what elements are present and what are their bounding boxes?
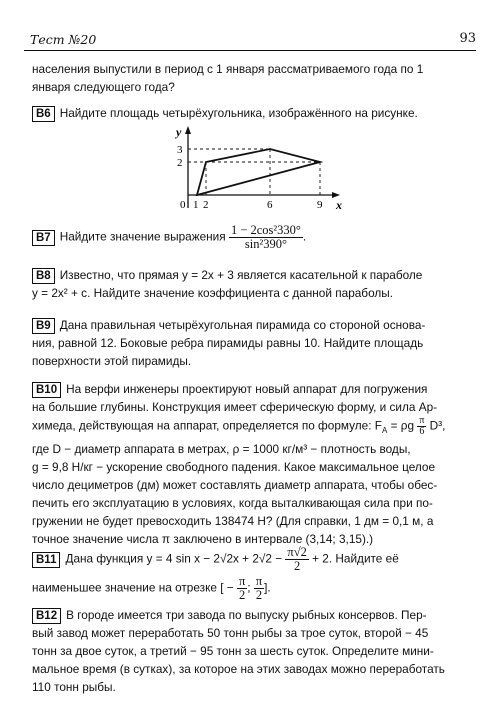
b10-line-3b: = ρg [387, 418, 418, 433]
x-tick-9: 9 [317, 199, 323, 211]
b11-int-frac-2 [254, 575, 264, 602]
problem-b9 [32, 316, 476, 370]
b10-line-6: число дециметров (дм) может составлять диаметр аппарата, чтобы обес- [32, 477, 438, 492]
problem-tag-b10: B10 [32, 382, 61, 398]
b11-frac-n: π√2 [287, 545, 307, 559]
y-tick-2: 2 [177, 157, 183, 169]
b10-line-8: гружении не будет превосходить 138474 Н? (Для справки, 1 дм = 0,1 м, а [32, 513, 434, 528]
b7-end: . [302, 229, 307, 244]
b10-frac-d: 6 [419, 426, 425, 437]
b11-frac-d: 2 [293, 559, 301, 573]
b11-int-d1: 2 [238, 588, 246, 602]
b11-line-1a: Дана функция y = 4 sin x − 2√2x + 2√2 − [65, 551, 286, 566]
test-title: Тест №20 [30, 32, 97, 47]
b10-sub-a: A [381, 425, 388, 435]
b11-int-sep: ; [247, 580, 254, 595]
b10-line-1: На верфи инженеры проектируют новый аппарат для погружения [66, 382, 428, 396]
x-tick-1: 1 [193, 199, 199, 211]
b11-interval-close: ]. [264, 580, 271, 595]
b11-int-frac-1 [237, 575, 247, 602]
b11-line-2 [32, 575, 476, 602]
b7-fraction [229, 224, 303, 251]
page-number: 93 [459, 31, 476, 46]
b12-line-3: тонн за двое суток, а третий − 95 тонн за шесть суток. Определите мини- [32, 644, 434, 658]
y-axis-label: y [176, 125, 182, 139]
b11-int-d2: 2 [255, 588, 263, 602]
b11-line-2a: наименьшее значение на отрезке [32, 580, 221, 595]
problem-tag-b8: B8 [32, 268, 55, 284]
b11-interval-open: [ − [220, 580, 234, 595]
x-axis-label: x [336, 198, 342, 212]
b10-line-2: на большие глубины. Конструкция имеет сферическую форму, и сила Ар- [32, 400, 438, 414]
problem-b10 [32, 380, 476, 548]
problem-b6 [32, 104, 476, 122]
b8-line-2: y = 2x² + c. Найдите значение коэффициента c данной параболы. [32, 286, 394, 300]
b8-line-1: Известно, что прямая y = 2x + 3 является касательной к параболе [59, 268, 423, 282]
b12-line-4: мальное время (в сутках), за которое на этих заводах можно переработать [32, 662, 445, 676]
b9-line-3: поверхности этой пирамиды. [32, 354, 192, 368]
problem-b7 [32, 224, 476, 251]
intro-line-2: января следующего года? [32, 80, 175, 94]
b6-text: Найдите площадь четырёхугольника, изображённого на рисунке. [59, 106, 418, 120]
problem-b8 [32, 266, 476, 302]
x-tick-2: 2 [203, 199, 209, 211]
b12-line-5: 110 тонн рыбы. [32, 680, 116, 694]
b9-line-1: Дана правильная четырёхугольная пирамида со стороной основа- [59, 318, 426, 332]
b7-numerator: 1 − 2cos²330° [230, 223, 301, 237]
b11-int-n2: π [255, 574, 263, 588]
b7-denominator: sin²390° [244, 237, 287, 251]
b11-fraction [285, 546, 308, 573]
b10-frac-n: π [419, 415, 425, 426]
b10-line-9: точное значение числа π заключено в интервале (3,14; 3,15).) [32, 531, 374, 546]
b12-line-2: вый завод может переработать 50 тонн рыбы за трое суток, второй − 45 [32, 626, 429, 640]
intro-text [32, 60, 476, 96]
problem-tag-b6: B6 [32, 106, 55, 122]
problem-b12 [32, 606, 476, 696]
problem-tag-b7: B7 [32, 230, 55, 246]
b11-int-n1: π [238, 574, 246, 588]
b9-line-2: ния, равной 12. Боковые ребра пирамиды равны 10. Найдите площадь [32, 336, 424, 350]
b7-text: Найдите значение выражения [59, 229, 226, 244]
x-tick-6: 6 [267, 199, 273, 211]
b10-line-3a: химеда, действующая на аппарат, определяется по формуле: F [32, 418, 382, 433]
b10-line-3c: D³, [426, 418, 446, 433]
problem-tag-b12: B12 [32, 608, 61, 624]
intro-line-1: населения выпустили в период с 1 января рассматриваемого года по 1 [32, 62, 424, 76]
b12-line-1: В городе имеется три завода по выпуску рыбных консервов. Пер- [66, 608, 427, 622]
problem-tag-b11: B11 [32, 552, 60, 568]
problem-tag-b9: B9 [32, 318, 55, 334]
quadrilateral [197, 149, 320, 195]
y-tick-3: 3 [177, 144, 183, 156]
b11-line-1b: + 2. Найдите её [308, 551, 399, 566]
b10-line-4: где D − диаметр аппарата в метрах, ρ = 1000 кг/м³ − плотность воды, [32, 441, 411, 456]
b10-line-5: g = 9,8 Н/кг − ускорение свободного падения. Какое максимальное целое [32, 459, 436, 474]
x-tick-0: 0 [180, 199, 186, 211]
y-axis-arrow [185, 126, 191, 134]
b10-line-7: печить его эксплуатацию в условиях, когда выталкивающая сила при по- [32, 495, 433, 510]
problem-b11 [32, 546, 476, 602]
quadrilateral-figure [170, 124, 350, 214]
page-header [24, 30, 476, 51]
b10-line-3 [32, 416, 476, 440]
